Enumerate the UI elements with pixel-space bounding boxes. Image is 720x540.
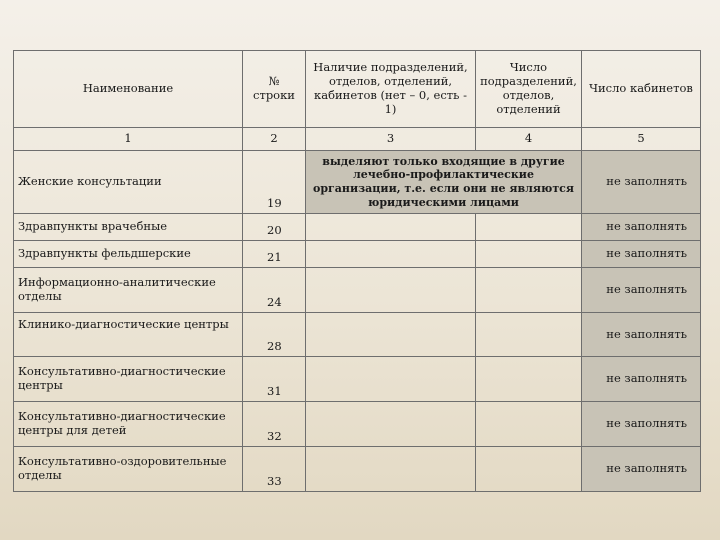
column-numbers-row — [14, 128, 701, 151]
departments-count-cell[interactable] — [476, 357, 582, 402]
table-row — [14, 313, 701, 357]
departments-count-cell[interactable] — [476, 313, 582, 357]
departments-count-cell[interactable] — [476, 447, 582, 492]
do-not-fill-cell: не заполнять — [582, 402, 701, 447]
row-code: 31 — [243, 357, 306, 402]
row-name: Консультативно-диагностические центры для детей — [14, 402, 243, 447]
merged-note: выделяют только входящие в другие лечебно-профилактические организации, т.е. если они не являются юридическими лицами — [306, 151, 582, 214]
departments-count-cell[interactable] — [476, 402, 582, 447]
form-table — [13, 50, 701, 492]
do-not-fill-cell: не заполнять — [582, 313, 701, 357]
row-name: Женские консультации — [14, 151, 243, 214]
do-not-fill-cell: не заполнять — [582, 214, 701, 241]
departments-count-cell[interactable] — [476, 214, 582, 241]
row-code: 20 — [243, 214, 306, 241]
table-row — [14, 357, 701, 402]
row-code: 21 — [243, 241, 306, 268]
column-number: 5 — [582, 128, 701, 151]
column-number: 3 — [306, 128, 476, 151]
header-name: Наименование — [14, 51, 243, 128]
row-code: 28 — [243, 313, 306, 357]
departments-count-cell[interactable] — [476, 241, 582, 268]
do-not-fill-cell: не заполнять — [582, 357, 701, 402]
do-not-fill-cell: не заполнять — [582, 241, 701, 268]
row-name: Консультативно-диагностические центры — [14, 357, 243, 402]
departments-count-cell[interactable] — [476, 268, 582, 313]
row-name: Здравпункты врачебные — [14, 214, 243, 241]
availability-cell[interactable] — [306, 447, 476, 492]
header-row-number: № строки — [243, 51, 306, 128]
table-row — [14, 268, 701, 313]
row-code: 33 — [243, 447, 306, 492]
header-availability: Наличие подразделений, отделов, отделений, кабинетов (нет – 0, есть - 1) — [306, 51, 476, 128]
do-not-fill-cell: не заполнять — [582, 268, 701, 313]
row-name: Информационно-аналитические отделы — [14, 268, 243, 313]
table-row — [14, 402, 701, 447]
do-not-fill-cell: не заполнять — [582, 447, 701, 492]
availability-cell[interactable] — [306, 214, 476, 241]
availability-cell[interactable] — [306, 313, 476, 357]
table-row — [14, 241, 701, 268]
availability-cell[interactable] — [306, 357, 476, 402]
header-departments-count: Число подразделений, отделов, отделений — [476, 51, 582, 128]
table-row — [14, 214, 701, 241]
column-number: 2 — [243, 128, 306, 151]
row-code: 24 — [243, 268, 306, 313]
row-code: 19 — [243, 151, 306, 214]
row-code: 32 — [243, 402, 306, 447]
availability-cell[interactable] — [306, 268, 476, 313]
do-not-fill-cell: не заполнять — [582, 151, 701, 214]
column-number: 1 — [14, 128, 243, 151]
row-name: Клинико-диагностические центры — [14, 313, 243, 357]
row-name: Здравпункты фельдшерские — [14, 241, 243, 268]
table-row — [14, 151, 701, 214]
availability-cell[interactable] — [306, 241, 476, 268]
availability-cell[interactable] — [306, 402, 476, 447]
row-name: Консультативно-оздоровительные отделы — [14, 447, 243, 492]
header-row — [14, 51, 701, 128]
table-row — [14, 447, 701, 492]
column-number: 4 — [476, 128, 582, 151]
header-cabinets-count: Число кабинетов — [582, 51, 701, 128]
